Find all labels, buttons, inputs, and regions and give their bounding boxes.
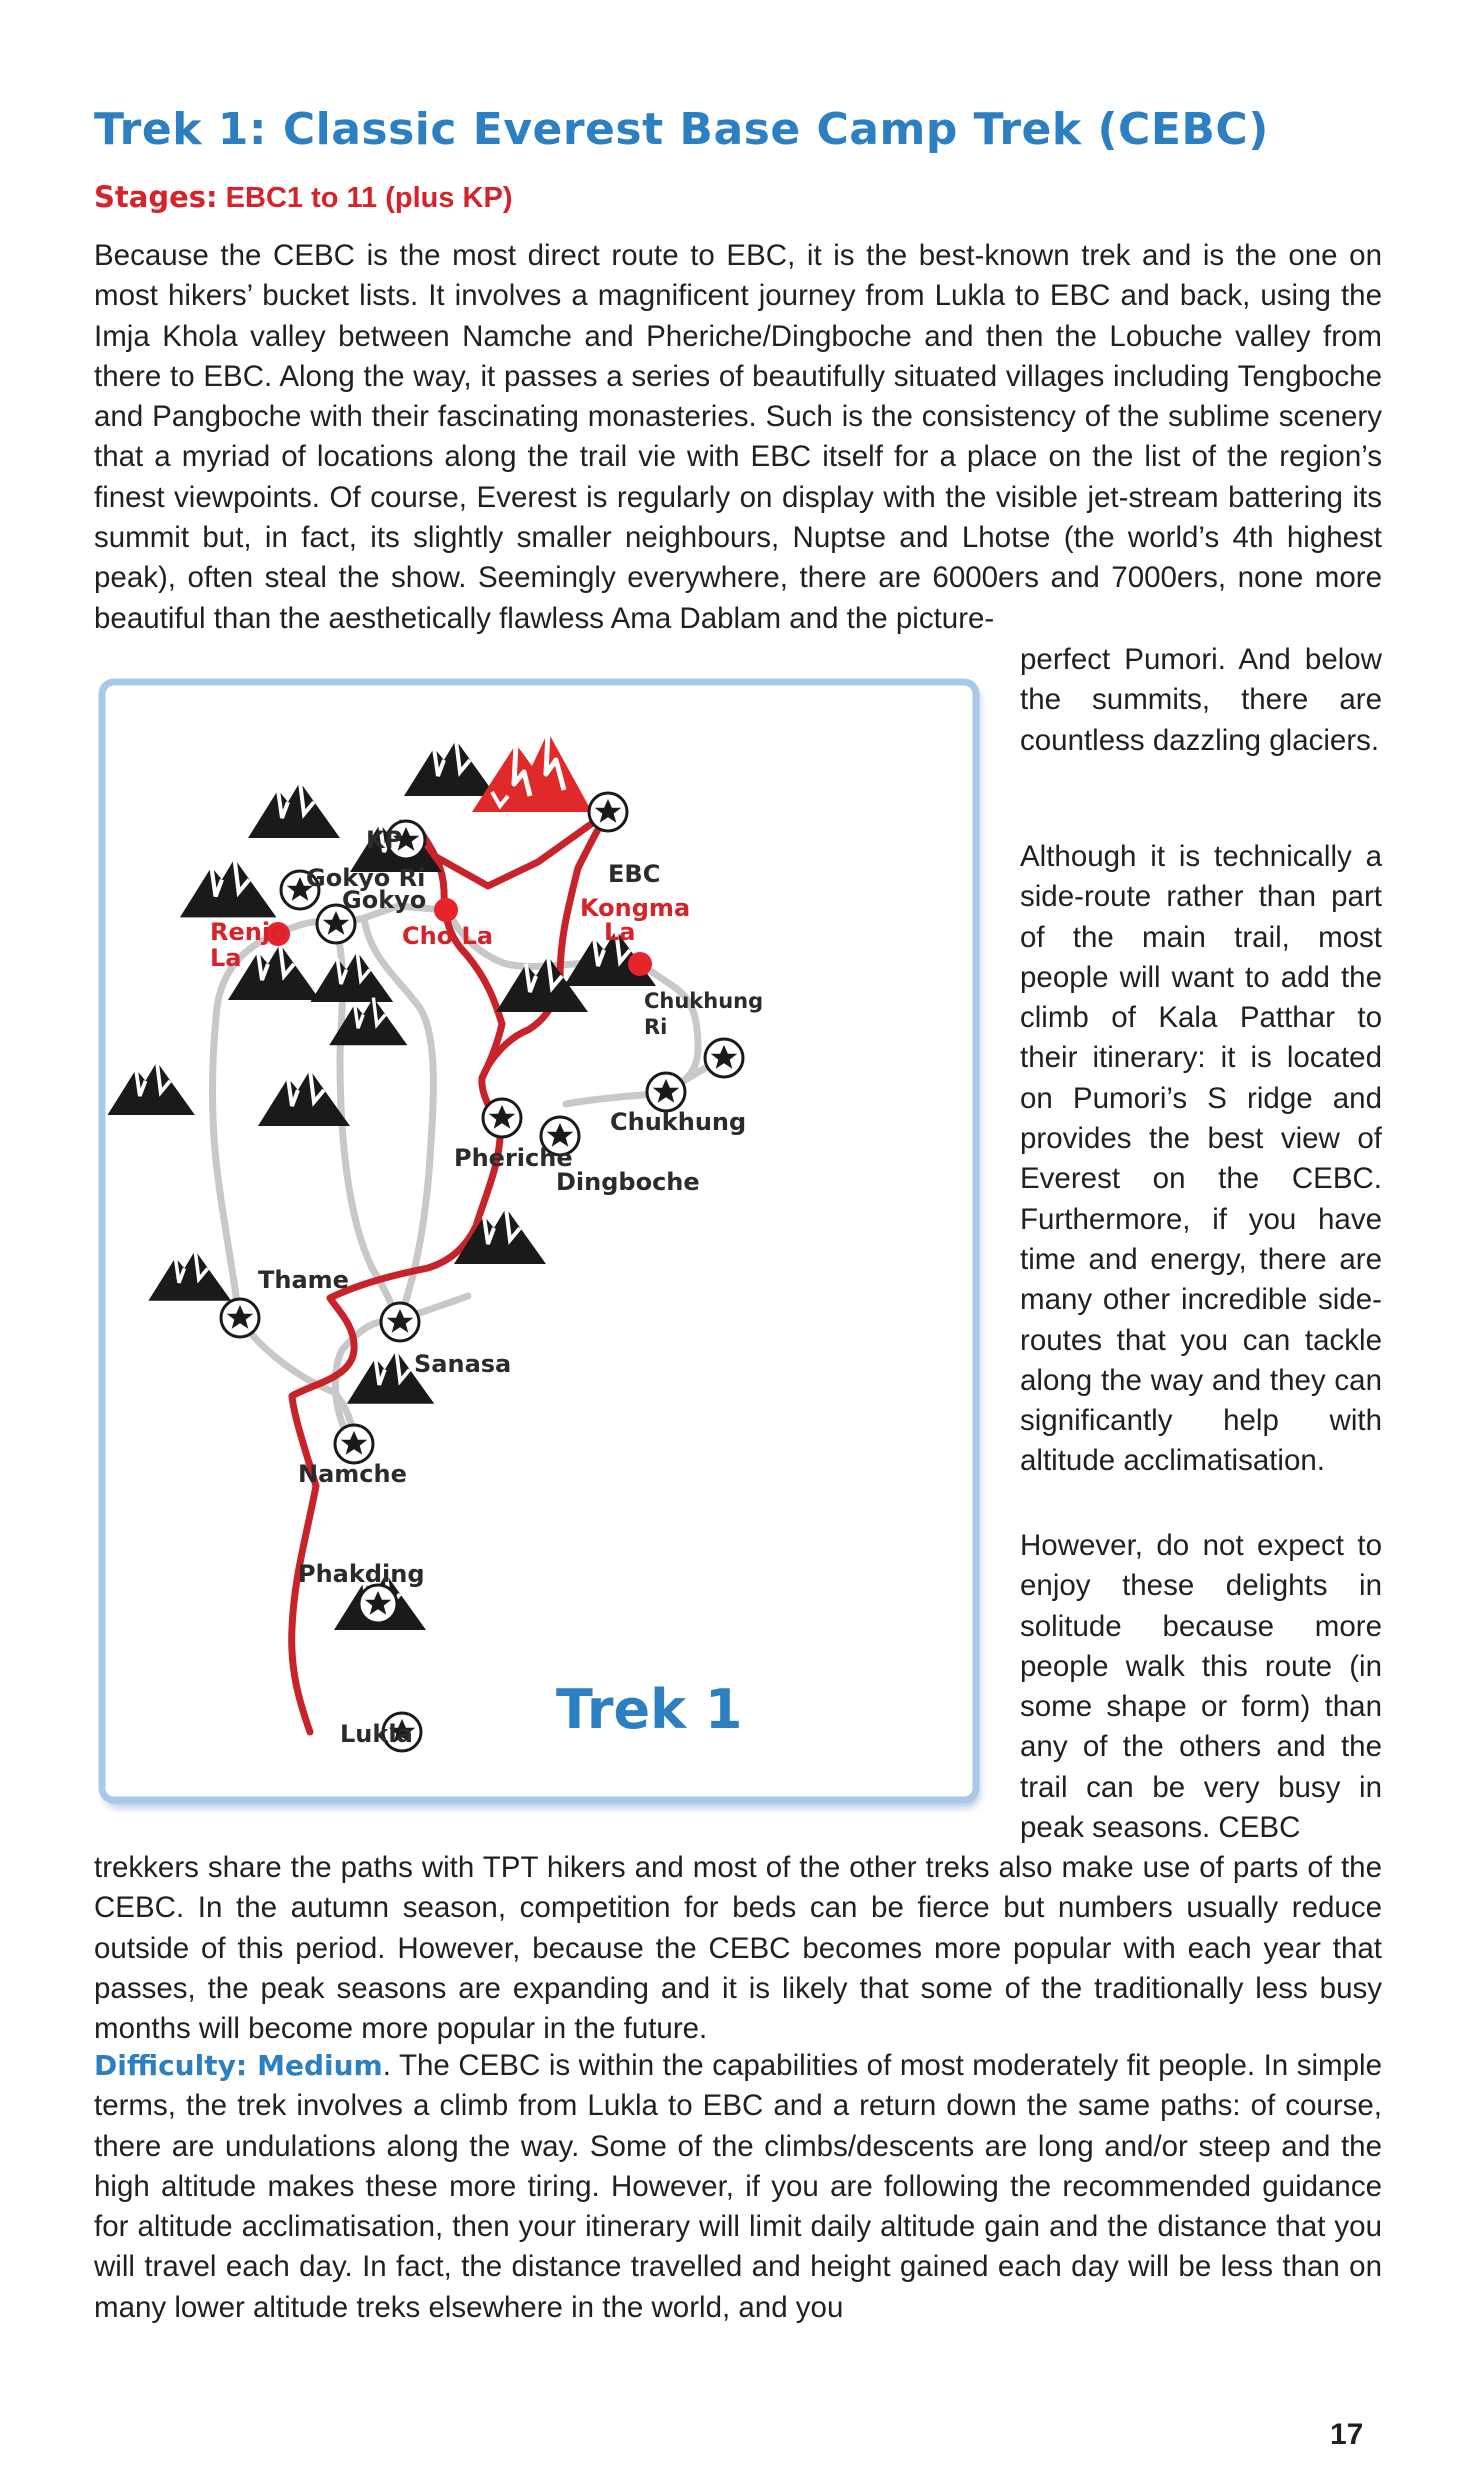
label-gokyo: Gokyo [342, 886, 427, 914]
star-marker-icon [221, 1299, 259, 1337]
star-marker-icon [335, 1425, 373, 1463]
label-chukhung-ri-1: Chukhung [644, 989, 764, 1013]
label-ebc: EBC [608, 860, 661, 888]
map-frame [102, 682, 976, 1800]
label-thame: Thame [258, 1266, 349, 1294]
label-renjo-2: La [210, 944, 242, 972]
label-kp: KP [366, 826, 403, 854]
label-namche: Namche [298, 1460, 407, 1488]
label-lukla: Lukla [340, 1720, 413, 1748]
label-kongma-1: Kongma [580, 894, 691, 922]
label-cho-la: Cho La [402, 922, 494, 950]
crowds-paragraph: However, do not expect to enjoy these delights in solitude because more people walk this route (in some shape or form) than any of the others and the trail can be very busy in peak seasons. CEBC [1020, 1529, 1382, 1845]
star-marker-icon [483, 1099, 521, 1137]
difficulty-text: . The CEBC is within the capabilities of most moderately fit people. In simple terms, the trek involves a climb from Lukla to EBC and a return down the same paths: of course, there are undulations along the way. Some of the climbs/descents are long and/or steep and the high altitude makes these more tiring. However, if you are following the recommended guidance for altitude acclimatisation, then your itinerary will limit daily altitude gain and the distance that you will travel each day. In fact, the distance travelled and height gained each day will be less than on many lower altitude treks elsewhere in the world, and you [94, 2049, 1382, 2324]
star-marker-icon [381, 1303, 419, 1341]
trek-label: Trek 1 [556, 1678, 743, 1741]
stages-label: Stages: [94, 180, 218, 214]
crowds-paragraph-continued: trekkers share the paths with TPT hikers and most of the other treks also make use of parts of the CEBC. In the autumn season, competition for beds can be fierce but numbers usually reduce outside of this period. However, because the CEBC becomes more popular with each year that passes, the peak seasons are expanding and it is likely that some of the traditionally less busy months will become more popular in the future. [94, 1851, 1382, 2046]
pass-dot-icon [434, 898, 458, 922]
label-renjo-1: Renjo [210, 918, 287, 946]
page-number: 17 [1330, 2418, 1364, 2451]
label-kongma-2: La [604, 918, 636, 946]
trek-map [98, 678, 988, 1813]
label-phakding: Phakding [298, 1560, 425, 1588]
label-pheriche: Pheriche [454, 1144, 573, 1172]
stages-line [94, 180, 513, 215]
label-dingboche: Dingboche [556, 1168, 700, 1196]
stages-value: EBC1 to 11 (plus KP) [225, 182, 513, 214]
star-marker-icon [705, 1039, 743, 1077]
star-marker-icon [589, 793, 627, 831]
page-title: Trek 1: Classic Everest Base Camp Trek (CEBC) [94, 104, 1269, 155]
star-marker-icon [647, 1073, 685, 1111]
intro-paragraph: Because the CEBC is the most direct route to EBC, it is the best-known trek and is the one on most hikers’ bucket lists. It involves a magnificent journey from Lukla to EBC and back, using the Imja Khola valley between Namche and Pheriche/Dingboche and then the Lobuche valley from there to EBC. Along the way, it passes a series of beautifully situated villages including Tengboche and Pangboche with their fascinating monasteries. Such is the consistency of the sublime scenery that a myriad of locations along the trail vie with EBC itself for a place on the list of the region’s finest viewpoints. Of course, Everest is regularly on display with the visible jet-stream battering its summit but, in fact, its slightly smaller neighbours, Nuptse and Lhotse (the world’s 4th highest peak), often steal the show. Seemingly everywhere, there are 6000ers and 7000ers, none more beautiful than the aesthetically flawless Ama Dablam and the picture- [94, 239, 1382, 635]
pass-dot-icon [628, 952, 652, 976]
label-sanasa: Sanasa [414, 1350, 512, 1378]
label-gokyo-ri: Gokyo Ri [306, 864, 426, 892]
label-chukhung: Chukhung [610, 1108, 747, 1136]
star-marker-icon [359, 1585, 397, 1623]
label-chukhung-ri-2: Ri [644, 1015, 668, 1039]
intro-paragraph-continued: perfect Pumori. And below the summits, there are countless dazzling glaciers. [1020, 643, 1382, 757]
kala-patthar-paragraph: Although it is technically a side-route rather than part of the main trail, most people will want to add the climb of Kala Patthar to their itinerary: it is located on Pumori’s S ridge and provides the best view of Everest on the CEBC. Furthermore, if you have time and energy, there are many other incredible side-routes that you can tackle along the way and they can significantly help with altitude acclimatisation. [1020, 840, 1382, 1478]
difficulty-paragraph [94, 2046, 1382, 2328]
difficulty-label: Difficulty: Medium [94, 2049, 383, 2082]
